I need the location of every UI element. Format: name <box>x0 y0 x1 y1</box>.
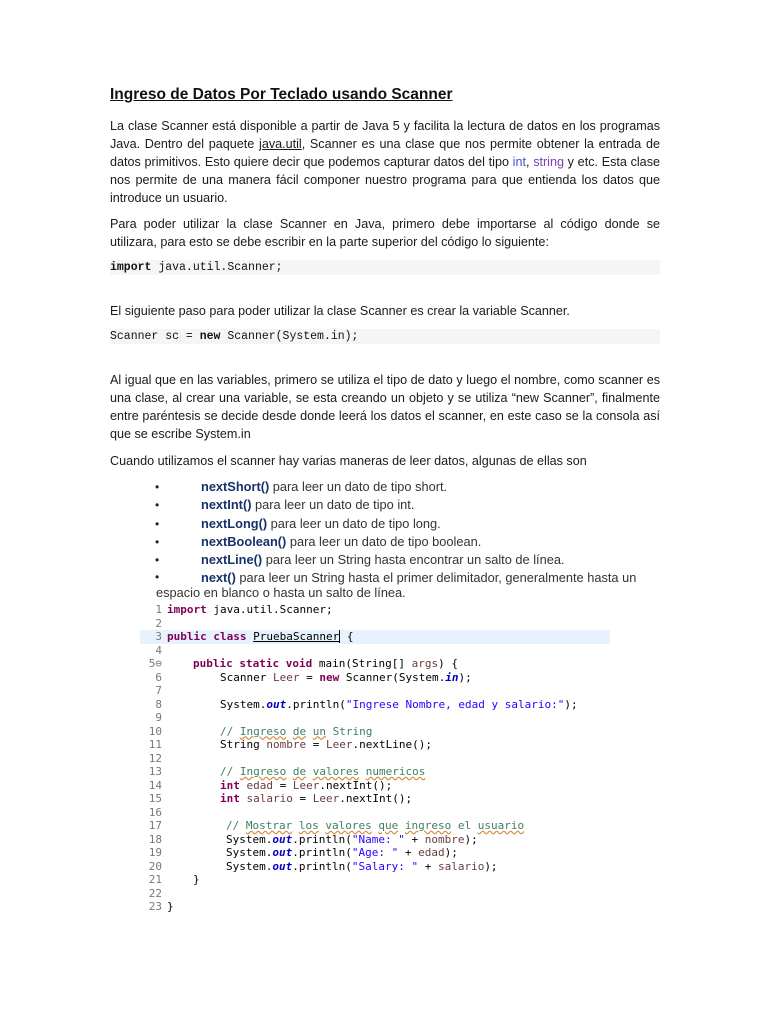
line-number: 10 <box>148 724 162 738</box>
code-line <box>140 752 610 766</box>
code-segment: .println( <box>292 832 352 846</box>
code-line-current <box>140 630 610 644</box>
comment-segment: String <box>325 724 373 738</box>
method-label: nextLine() <box>201 552 263 568</box>
code-line <box>140 738 610 752</box>
line-number: 18 <box>148 832 162 846</box>
line-number: 14 <box>148 778 162 792</box>
line-number: 6 <box>155 670 162 684</box>
intro-text-2: , Scanner es una clase que nos permite obtener la entrada de datos primitivos. Esto quiere decir que podemos capturar datos del tipo <box>110 137 661 169</box>
code-comment <box>226 819 524 833</box>
method-name <box>201 551 565 569</box>
variable: args <box>411 657 439 670</box>
static-field: out <box>272 846 293 859</box>
explanation-paragraph: Al igual que en las variables, primero se utiliza el tipo de dato y luego el nombre, como scanner es una clase, al crear una variable, se esta creando un objeto y se utiliza “new Scanner”, finalmente entre paréntesis se decide desde donde leerá los datos el scanner, en este caso se la consola así que se escribe System.in <box>110 373 660 441</box>
comment-word: ingreso <box>404 819 452 832</box>
bullet-icon: • <box>155 516 160 531</box>
variable: Leer <box>325 738 353 751</box>
code-line <box>140 900 610 914</box>
scanner-methods-list <box>155 478 675 601</box>
code-segment: .println( <box>286 697 346 711</box>
intro-text-1: La clase Scanner está disponible a partir de Java 5 y facilita la lectura de datos en los programas Java. Dentro del paquete <box>110 119 660 151</box>
list-item-text <box>156 570 661 600</box>
code-segment: .nextInt(); <box>339 792 413 805</box>
code-segment: Scanner <box>220 670 273 684</box>
variable: salario <box>246 792 293 805</box>
line-number: 23 <box>148 900 162 913</box>
import-code-rest: java.util.Scanner; <box>151 261 283 274</box>
bullet-icon: • <box>155 553 160 568</box>
code-segment: System. <box>226 832 273 846</box>
code-segment: + <box>398 846 419 859</box>
comment-word: valores <box>312 765 360 778</box>
bullet-icon: • <box>155 498 160 513</box>
method-name <box>201 533 481 551</box>
list-item <box>155 496 675 514</box>
comment-segment <box>398 819 405 832</box>
variable: nombre <box>424 832 465 846</box>
line-number: 20 <box>148 859 162 873</box>
list-item <box>155 551 675 569</box>
code-segment <box>240 779 247 792</box>
code-line <box>140 603 610 617</box>
comment-segment <box>286 765 293 778</box>
code-segment: main(String[] <box>312 657 412 670</box>
code-segment: ) { <box>438 657 458 670</box>
static-field: out <box>272 859 293 873</box>
code-line <box>140 684 610 698</box>
comment-segment: // <box>226 819 246 832</box>
method-name <box>201 496 414 514</box>
import-code-snippet <box>110 260 660 275</box>
code-text <box>220 671 472 685</box>
comment-segment: // <box>220 765 240 778</box>
method-description: para leer un dato de tipo short. <box>269 479 448 494</box>
declaration-code-b: Scanner(System.in); <box>220 330 359 343</box>
code-segment: .println( <box>292 846 352 859</box>
list-item <box>155 478 675 496</box>
code-text <box>220 738 432 752</box>
method-name <box>201 478 447 496</box>
keyword: import <box>167 603 207 616</box>
scanner-variable-paragraph: El siguiente paso para poder utilizar la clase Scanner es crear la variable Scanner. <box>110 304 570 318</box>
line-number: 17 <box>148 819 162 832</box>
method-label: nextLong() <box>201 515 268 531</box>
code-segment: = <box>273 778 293 792</box>
variable: Leer <box>272 670 300 684</box>
line-number: 4 <box>155 643 162 657</box>
int-type-word: int <box>512 155 526 169</box>
comment-segment <box>292 819 299 832</box>
list-item <box>155 533 675 551</box>
closing-brace: } <box>193 873 200 886</box>
code-segment: { <box>340 630 354 643</box>
list-item <box>155 515 675 533</box>
code-line <box>140 698 610 712</box>
keyword: static <box>239 657 280 670</box>
declaration-code-a: Scanner sc = <box>110 330 200 343</box>
bullet-icon: • <box>155 570 160 585</box>
variable: edad <box>246 778 273 792</box>
code-text <box>167 603 333 617</box>
code-segment: Scanner(System. <box>339 670 446 684</box>
line-number: 15 <box>148 792 162 805</box>
variable: edad <box>418 846 445 859</box>
comment-word: Ingreso <box>239 765 287 778</box>
comment-word: valores <box>325 819 372 832</box>
comment-word: Ingreso <box>239 724 287 738</box>
method-label: nextBoolean() <box>201 533 287 549</box>
code-segment: ); <box>458 670 472 684</box>
code-text <box>226 846 458 860</box>
code-segment: ); <box>484 859 498 873</box>
variable: Leer <box>292 778 320 792</box>
method-label: nextInt() <box>201 497 252 513</box>
intro-paragraph <box>110 117 660 207</box>
bullet-icon: • <box>155 480 160 494</box>
string-type-word: string <box>533 155 564 169</box>
string-literal: "Salary: " <box>351 859 419 873</box>
comment-word: de <box>292 765 307 778</box>
import-paragraph: Para poder utilizar la clase Scanner en Java, primero debe importarse al código donde se utilizara, para esto se debe escribir en la parte superior del código lo siguiente: <box>110 217 660 249</box>
variable: salario <box>437 859 485 873</box>
method-description: para leer un dato de tipo boolean. <box>286 533 482 549</box>
method-label: next() <box>201 570 236 586</box>
method-description: para leer un dato de tipo long. <box>267 515 441 531</box>
document-title: Ingreso de Datos Por Teclado usando Scanner <box>110 86 453 103</box>
line-number: 1 <box>155 603 162 616</box>
list-item <box>155 569 675 601</box>
code-segment: = <box>292 792 313 805</box>
code-comment <box>220 725 372 739</box>
methods-intro-paragraph: Cuando utilizamos el scanner hay varias maneras de leer datos, algunas de ellas son <box>110 454 587 468</box>
code-segment: ); <box>564 697 578 711</box>
code-segment: ); <box>464 832 478 846</box>
code-line <box>140 711 610 725</box>
keyword: void <box>285 657 313 670</box>
code-segment: String <box>220 738 267 751</box>
code-text <box>220 698 578 712</box>
variable: nombre <box>266 738 307 751</box>
code-text <box>226 833 478 847</box>
java-util-link[interactable]: java.util <box>259 137 302 151</box>
keyword: public <box>167 630 207 643</box>
code-line <box>140 846 610 860</box>
code-segment: + <box>404 832 425 846</box>
line-number: 9 <box>155 711 162 724</box>
code-text <box>220 792 412 806</box>
comment-word: los <box>298 819 319 832</box>
code-line <box>140 860 610 874</box>
static-field: out <box>272 832 293 846</box>
code-text <box>193 657 458 671</box>
comment-segment <box>286 725 293 738</box>
code-line <box>140 873 610 887</box>
line-number: 19 <box>148 846 162 859</box>
method-description: para leer un String hasta encontrar un salto de línea. <box>262 552 565 568</box>
code-segment: System. <box>226 846 273 859</box>
code-line <box>140 833 610 847</box>
variable: Leer <box>312 792 340 805</box>
keyword: class <box>213 630 247 643</box>
comment-word: numericos <box>365 765 426 778</box>
comment-segment <box>306 725 313 738</box>
code-line <box>140 671 610 685</box>
code-text <box>226 860 498 874</box>
keyword: int <box>220 778 240 792</box>
code-line <box>140 806 610 820</box>
comment-segment <box>306 765 313 778</box>
method-label: nextShort() <box>201 479 270 494</box>
line-number: 11 <box>148 738 162 751</box>
code-editor-screenshot <box>140 603 610 921</box>
line-number: 22 <box>148 886 162 900</box>
comment-word: usuario <box>477 819 525 832</box>
code-segment: System. <box>220 697 267 711</box>
code-segment: .nextInt(); <box>319 778 393 792</box>
new-keyword: new <box>199 330 221 343</box>
line-number: 3 <box>155 630 162 643</box>
line-number-fold: 5⊖ <box>148 657 162 670</box>
string-literal: "Ingrese Nombre, edad y salario:" <box>345 697 565 711</box>
bullet-icon: • <box>155 534 160 549</box>
comment-word: Mostrar <box>245 819 293 832</box>
line-number: 13 <box>148 765 162 778</box>
comment-segment: el <box>451 819 478 832</box>
code-line <box>140 819 610 833</box>
method-description: para leer un dato de tipo int. <box>251 497 415 513</box>
comment-word: que <box>378 819 399 832</box>
line-number: 16 <box>148 805 162 819</box>
code-line <box>140 644 610 658</box>
intro-separator: , <box>525 155 534 169</box>
code-segment: .println( <box>292 859 352 873</box>
string-literal: "Name: " <box>351 832 405 846</box>
string-literal: "Age: " <box>351 846 399 859</box>
scanner-declaration-snippet <box>110 329 660 344</box>
comment-segment: // <box>220 724 240 738</box>
method-name <box>201 515 441 533</box>
comment-word: un <box>312 724 326 738</box>
code-line <box>140 779 610 793</box>
code-line <box>140 792 610 806</box>
code-text <box>220 779 392 793</box>
method-description: para leer un String hasta el primer delimitador, generalmente hasta un espacio en blanco o hasta un salto de línea. <box>156 570 637 601</box>
code-segment: ); <box>444 846 458 859</box>
comment-segment <box>359 765 366 778</box>
code-segment: System. <box>226 859 273 873</box>
comment-word: de <box>292 724 307 738</box>
line-number: 12 <box>148 751 162 765</box>
line-number: 2 <box>155 616 162 630</box>
code-text <box>167 630 353 644</box>
code-line <box>140 887 610 901</box>
line-number: 8 <box>155 697 162 711</box>
intro-text-3: y etc. Esta clase nos permite de una manera fácil componer nuestro programa para que entienda los datos que introduce un usuario. <box>110 155 660 205</box>
static-field: in <box>445 670 459 684</box>
keyword: int <box>220 792 240 805</box>
line-number: 7 <box>155 684 162 697</box>
code-line <box>140 765 610 779</box>
static-field: out <box>266 697 287 711</box>
import-keyword: import <box>110 261 152 274</box>
code-segment <box>240 792 247 805</box>
class-name: PruebaScanner <box>253 630 340 643</box>
code-comment <box>220 765 425 779</box>
code-segment: = <box>306 738 326 751</box>
code-segment: java.util.Scanner; <box>206 603 333 616</box>
code-line <box>140 617 610 631</box>
closing-brace: } <box>167 900 174 913</box>
code-line <box>140 657 610 671</box>
code-line <box>140 725 610 739</box>
keyword: new <box>319 670 340 684</box>
code-segment: = <box>299 670 320 684</box>
code-segment: + <box>418 859 438 873</box>
code-segment: .nextLine(); <box>352 738 432 751</box>
keyword: public <box>193 657 233 670</box>
line-number: 21 <box>148 873 162 886</box>
